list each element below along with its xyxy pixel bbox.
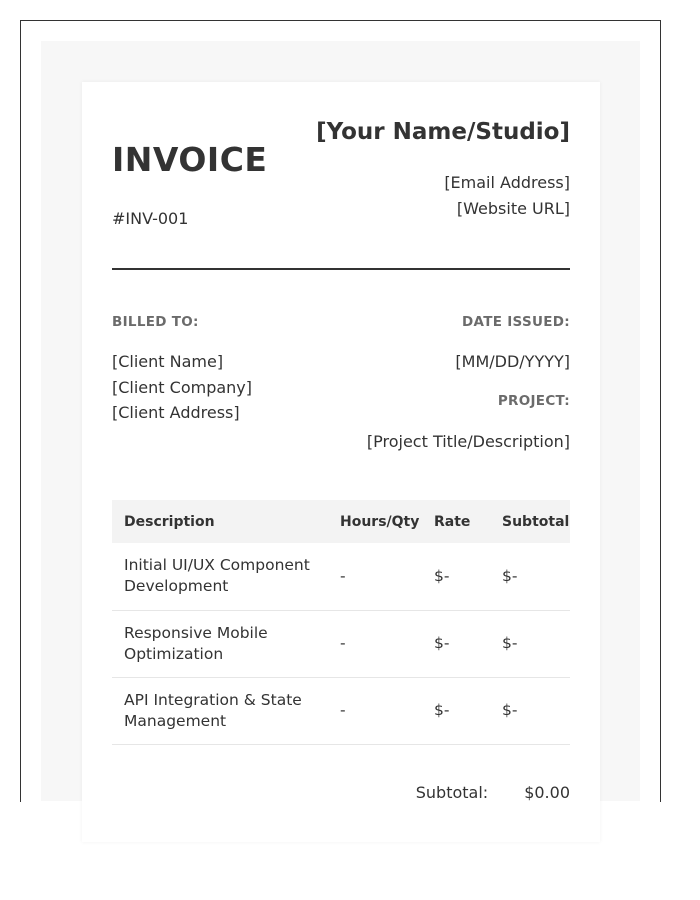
table-header-row	[112, 500, 570, 543]
client-company: [Client Company]	[112, 377, 253, 397]
row-subtotal: $-	[490, 610, 570, 677]
row-description: Responsive Mobile Optimization	[112, 610, 328, 677]
row-description: Initial UI/UX Component Development	[112, 543, 328, 610]
row-rate: $-	[422, 677, 490, 744]
row-qty: -	[328, 677, 422, 744]
row-rate: $-	[422, 610, 490, 677]
table-row	[112, 677, 570, 744]
sender-name: [Your Name/Studio]	[316, 119, 570, 145]
table-row	[112, 543, 570, 610]
client-name: [Client Name]	[112, 352, 224, 371]
subtotal-line	[416, 782, 570, 804]
row-qty: -	[328, 543, 422, 610]
invoice-title: INVOICE	[112, 140, 268, 179]
subtotal-value: $0.00	[524, 783, 570, 802]
row-subtotal: $-	[490, 677, 570, 744]
header-divider	[112, 268, 570, 270]
column-header-description: Description	[112, 500, 328, 543]
row-rate: $-	[422, 543, 490, 610]
table-row	[112, 610, 570, 677]
sender-website: [Website URL]	[456, 199, 570, 218]
project-label: PROJECT:	[497, 393, 570, 409]
client-details	[112, 349, 252, 426]
column-header-hours-qty: Hours/Qty	[328, 500, 422, 543]
row-subtotal: $-	[490, 543, 570, 610]
date-issued-value: [MM/DD/YYYY]	[455, 352, 570, 371]
sender-email: [Email Address]	[444, 173, 570, 192]
column-header-rate: Rate	[422, 500, 490, 543]
subtotal-label: Subtotal:	[415, 783, 489, 802]
billed-to-label: BILLED TO:	[112, 314, 199, 330]
project-value: [Project Title/Description]	[366, 432, 570, 451]
client-address: [Client Address]	[112, 403, 240, 422]
line-items-table	[112, 500, 570, 745]
row-qty: -	[328, 610, 422, 677]
column-header-subtotal: Subtotal	[490, 500, 570, 543]
date-issued-label: DATE ISSUED:	[462, 314, 570, 330]
sender-contact	[444, 170, 570, 222]
invoice-sheet	[82, 82, 600, 842]
row-description: API Integration & State Management	[112, 677, 328, 744]
invoice-number: #INV-001	[112, 209, 189, 228]
